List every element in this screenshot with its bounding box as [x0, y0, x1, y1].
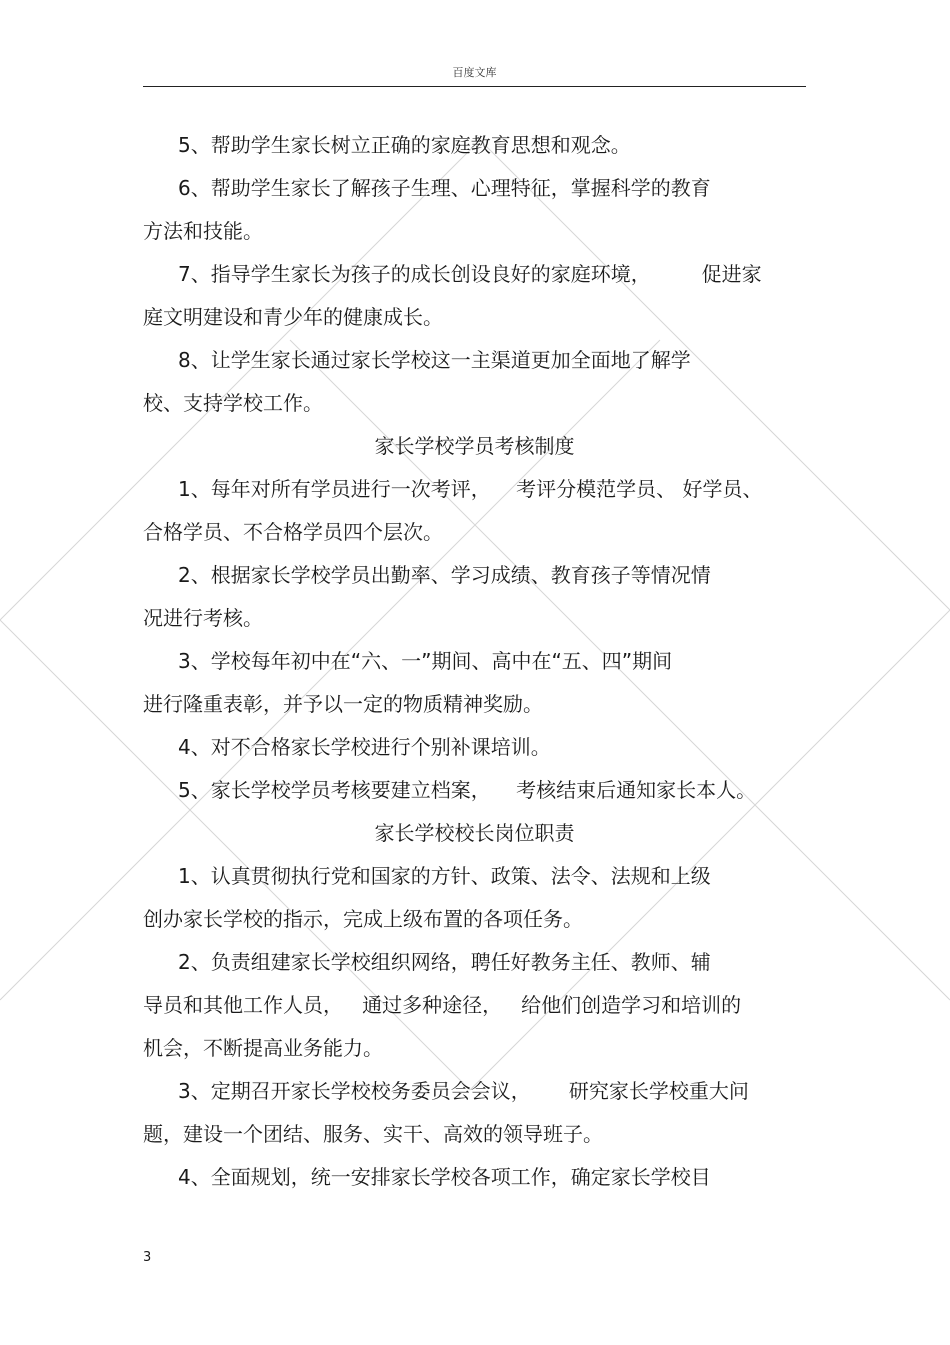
- paragraph-line: 况进行考核。: [143, 606, 263, 630]
- paragraph-line: 4、全面规划，统一安排家长学校各项工作，确定家长学校目: [178, 1165, 711, 1189]
- header-rule: [143, 86, 806, 87]
- paragraph-line: 1、认真贯彻执行党和国家的方针、政策、法令、法规和上级: [178, 864, 711, 888]
- section-heading: 家长学校校长岗位职责: [374, 821, 575, 845]
- paragraph-line: 5、帮助学生家长树立正确的家庭教育思想和观念。: [178, 133, 631, 157]
- paragraph-line: 4、对不合格家长学校进行个别补课培训。: [178, 735, 551, 759]
- paragraph-line: 合格学员、不合格学员四个层次。: [143, 520, 443, 544]
- paragraph-line: 进行隆重表彰，并予以一定的物质精神奖励。: [143, 692, 543, 716]
- page-header: 百度文库: [452, 66, 497, 79]
- paragraph-line: 题，建设一个团结、服务、实干、高效的领导班子。: [143, 1122, 603, 1146]
- paragraph-line: 方法和技能。: [143, 219, 263, 243]
- document-body: [143, 124, 806, 1199]
- paragraph-line: 6、帮助学生家长了解孩子生理、心理特征，掌握科学的教育: [178, 176, 711, 200]
- paragraph-line: 3、学校每年初中在“六、一”期间、高中在“五、四”期间: [178, 649, 673, 673]
- paragraph-line: 校、支持学校工作。: [143, 391, 323, 415]
- page-number: 3: [143, 1250, 152, 1265]
- section-heading: 家长学校学员考核制度: [374, 434, 575, 458]
- paragraph-line: 1、每年对所有学员进行一次考评， 考评分模范学员、 好学员、: [178, 477, 763, 501]
- paragraph-line: 3、定期召开家长学校校务委员会会议， 研究家长学校重大问: [178, 1079, 749, 1103]
- paragraph-line: 5、家长学校学员考核要建立档案， 考核结束后通知家长本人。: [178, 778, 757, 802]
- paragraph-line: 创办家长学校的指示，完成上级布置的各项任务。: [143, 907, 583, 931]
- paragraph-line: 7、指导学生家长为孩子的成长创设良好的家庭环境， 促进家: [178, 262, 762, 286]
- paragraph-line: 2、负责组建家长学校组织网络，聘任好教务主任、教师、辅: [178, 950, 711, 974]
- paragraph-line: 机会，不断提高业务能力。: [143, 1036, 383, 1060]
- paragraph-line: 8、让学生家长通过家长学校这一主渠道更加全面地了解学: [178, 348, 691, 372]
- paragraph-line: 导员和其他工作人员， 通过多种途径， 给他们创造学习和培训的: [143, 993, 742, 1017]
- paragraph-line: 庭文明建设和青少年的健康成长。: [143, 305, 443, 329]
- paragraph-line: 2、根据家长学校学员出勤率、学习成绩、教育孩子等情况情: [178, 563, 711, 587]
